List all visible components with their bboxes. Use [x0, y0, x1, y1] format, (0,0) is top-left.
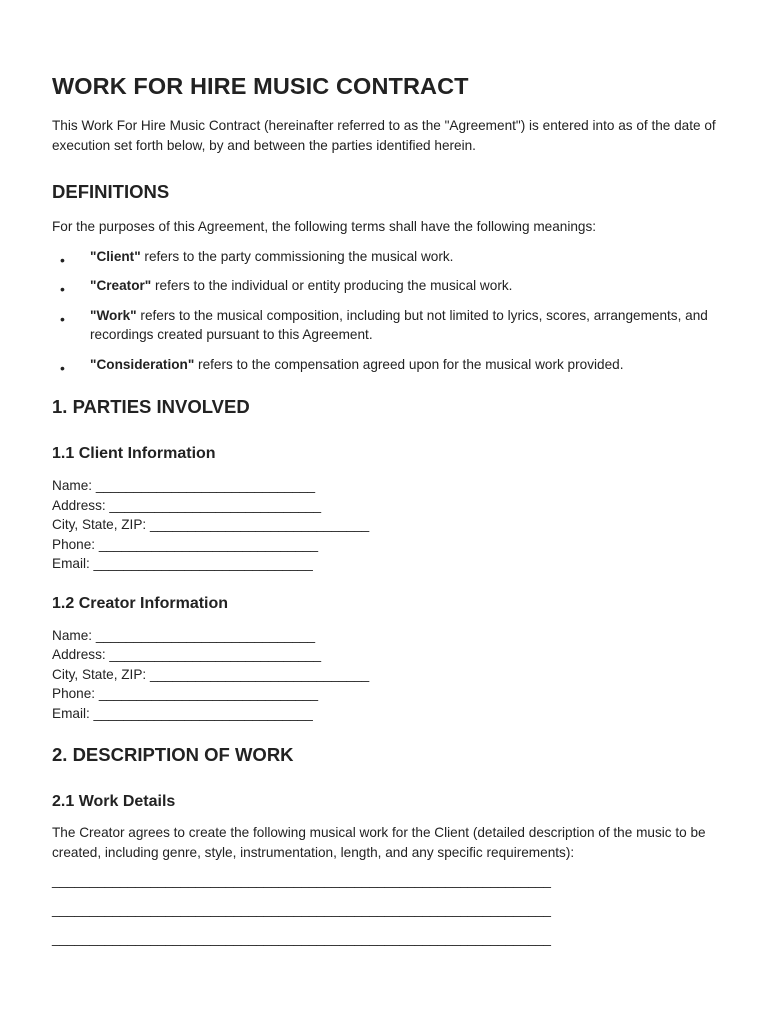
- definition-item-creator: [52, 276, 718, 296]
- bullet-icon: •: [60, 281, 65, 297]
- creator-phone-field: Phone: _____________________________: [52, 686, 319, 701]
- client-email-field: Email: _____________________________: [52, 556, 313, 571]
- client-name-field: Name: _____________________________: [52, 478, 316, 493]
- work-description-line: __________________________________________________________________: [52, 902, 551, 917]
- definition-text: refers to the individual or entity producing the musical work.: [151, 278, 513, 293]
- work-details-heading: 2.1 Work Details: [52, 793, 176, 810]
- creator-info-heading: 1.2 Creator Information: [52, 594, 229, 612]
- client-fields: [52, 476, 718, 574]
- definition-text: refers to the musical composition, including but not limited to lyrics, scores, arrangements, and recordings created pursuant to this Agreement.: [90, 307, 708, 342]
- work-description-line: __________________________________________________________________: [52, 931, 551, 946]
- creator-fields: [52, 626, 718, 724]
- intro-paragraph: This Work For Hire Music Contract (hereinafter referred to as the "Agreement") is entered into as of the date of execution set forth below, by and between the parties identified herein.: [52, 118, 716, 153]
- definition-item-work: [52, 306, 718, 345]
- creator-address-field: Address: ____________________________: [52, 647, 322, 662]
- work-description-line: __________________________________________________________________: [52, 873, 551, 888]
- definition-item-consideration: [52, 355, 718, 375]
- parties-heading: 1. PARTIES INVOLVED: [52, 396, 250, 417]
- definition-term: "Client": [90, 248, 141, 264]
- bullet-icon: •: [60, 359, 65, 376]
- definitions-list: [52, 247, 718, 375]
- definition-term: "Creator": [90, 278, 152, 293]
- bullet-icon: •: [60, 310, 65, 327]
- description-heading: 2. DESCRIPTION OF WORK: [52, 744, 294, 765]
- definitions-intro: For the purposes of this Agreement, the following terms shall have the following meanings:: [52, 219, 597, 234]
- document-title: WORK FOR HIRE MUSIC CONTRACT: [52, 73, 469, 99]
- definition-text: refers to the party commissioning the musical work.: [140, 248, 454, 264]
- creator-city-state-zip-field: City, State, ZIP: _____________________________: [52, 666, 370, 682]
- creator-name-field: Name: _____________________________: [52, 627, 316, 643]
- definition-term: "Consideration": [90, 356, 195, 372]
- client-phone-field: Phone: _____________________________: [52, 536, 319, 552]
- definitions-heading: DEFINITIONS: [52, 181, 170, 202]
- definition-term: "Work": [90, 307, 137, 323]
- definition-item-client: [52, 247, 718, 267]
- client-info-heading: 1.1 Client Information: [52, 445, 216, 462]
- client-address-field: Address: ____________________________: [52, 497, 322, 513]
- bullet-icon: •: [60, 251, 65, 268]
- client-city-state-zip-field: City, State, ZIP: _____________________________: [52, 517, 370, 532]
- creator-email-field: Email: _____________________________: [52, 705, 313, 721]
- definition-text: refers to the compensation agreed upon for the musical work provided.: [194, 356, 624, 372]
- work-details-paragraph: The Creator agrees to create the following musical work for the Client (detailed description of the music to be created, including genre, style, instrumentation, length, and any specific requirements):: [52, 825, 706, 860]
